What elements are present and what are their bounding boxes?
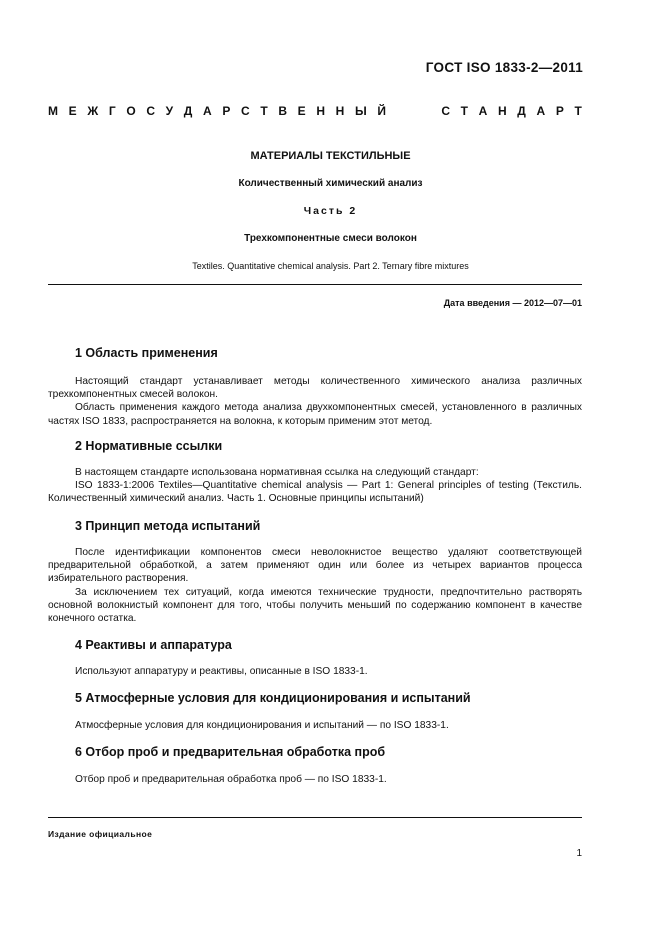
- banner-letter: С: [240, 104, 250, 118]
- section-body-3: [48, 546, 582, 625]
- effective-date: Дата введения — 2012—07—01: [443, 298, 582, 308]
- banner-letter: Н: [497, 104, 507, 118]
- banner-letter: А: [478, 104, 488, 118]
- banner-letter: В: [278, 104, 287, 118]
- banner-letter: С: [146, 104, 155, 118]
- banner-letter: С: [441, 104, 450, 118]
- standard-type-banner: [48, 104, 582, 118]
- banner-letter: Й: [377, 104, 386, 118]
- page-number: 1: [576, 848, 582, 859]
- standard-code: ГОСТ ISO 1833-2—2011: [425, 60, 583, 75]
- title-main: МАТЕРИАЛЫ ТЕКСТИЛЬНЫЕ: [250, 150, 411, 162]
- section-body-4: [48, 665, 582, 678]
- banner-letter: Е: [297, 104, 306, 118]
- section-heading-2: 2 Нормативные ссылки: [75, 439, 223, 453]
- paragraph: Атмосферные условия для кондиционирования и испытаний — по ISO 1833-1.: [75, 720, 449, 731]
- paragraph: За исключением тех ситуаций, когда имеются технические трудности, предпочтительно растворять основной волокнистый компонент для того, чтобы получить меньший по содержанию компонент в качестве конечного остатка.: [48, 586, 582, 625]
- banner-letter: М: [48, 104, 58, 118]
- banner-letter: Т: [260, 104, 268, 118]
- footer-divider: [48, 817, 582, 818]
- paragraph: Настоящий стандарт устанавливает методы количественного химического анализа различных трехкомпонентных смесей волокон.: [48, 376, 582, 401]
- title-subtitle: Количественный химический анализ: [238, 178, 423, 189]
- title-part: Часть 2: [303, 205, 358, 217]
- paragraph: Отбор проб и предварительная обработка проб — по ISO 1833-1.: [75, 774, 387, 785]
- section-body-6: [48, 773, 582, 786]
- banner-letter: Ж: [87, 104, 99, 118]
- paragraph: ISO 1833-1:2006 Textiles—Quantitative chemical analysis — Part 1: General principles of testing (Текстиль. Количественный химический анализ. Часть 1. Основные принципы испытаний): [48, 480, 582, 505]
- paragraph: Область применения каждого метода анализа двухкомпонентных смесей, установленного в различных частях ISO 1833, распространяется на волокна, к которым применим этот метод.: [48, 402, 582, 427]
- banner-letter: Н: [316, 104, 325, 118]
- banner-gap: [397, 104, 431, 118]
- title-part-name: Трехкомпонентные смеси волокон: [244, 233, 417, 244]
- paragraph: Используют аппаратуру и реактивы, описанные в ISO 1833-1.: [75, 666, 368, 677]
- section-heading-1: 1 Область применения: [75, 346, 218, 360]
- title-english: Textiles. Quantitative chemical analysis. Part 2. Ternary fibre mixtures: [192, 261, 469, 271]
- section-body-2: [48, 466, 582, 506]
- section-heading-3: 3 Принцип метода испытаний: [75, 519, 261, 533]
- banner-letter: У: [165, 104, 174, 118]
- section-heading-5: 5 Атмосферные условия для кондиционирования и испытаний: [75, 691, 471, 705]
- edition-note: Издание официальное: [48, 829, 153, 839]
- banner-letter: О: [126, 104, 136, 118]
- banner-letter: Д: [517, 104, 526, 118]
- section-body-1: [48, 375, 582, 428]
- banner-letter: Д: [183, 104, 193, 118]
- paragraph: После идентификации компонентов смеси неволокнистое вещество удаляют соответствующей предварительной обработкой, а затем применяют один или более из четырех вариантов процесса избирательного растворения.: [48, 547, 582, 585]
- section-heading-4: 4 Реактивы и аппаратура: [75, 638, 232, 652]
- banner-letter: А: [202, 104, 212, 118]
- header-divider: [48, 284, 582, 285]
- section-heading-6: 6 Отбор проб и предварительная обработка проб: [75, 745, 386, 759]
- banner-letter: Р: [222, 104, 231, 118]
- banner-letter: Т: [460, 104, 468, 118]
- banner-letter: Н: [335, 104, 345, 118]
- banner-letter: Р: [555, 104, 564, 118]
- banner-letter: Г: [108, 104, 116, 118]
- paragraph: В настоящем стандарте использована нормативная ссылка на следующий стандарт:: [75, 467, 479, 478]
- banner-letter: Т: [574, 104, 582, 118]
- banner-letter: Ы: [354, 104, 367, 118]
- section-body-5: [48, 719, 582, 732]
- banner-letter: Е: [68, 104, 77, 118]
- banner-letter: А: [536, 104, 546, 118]
